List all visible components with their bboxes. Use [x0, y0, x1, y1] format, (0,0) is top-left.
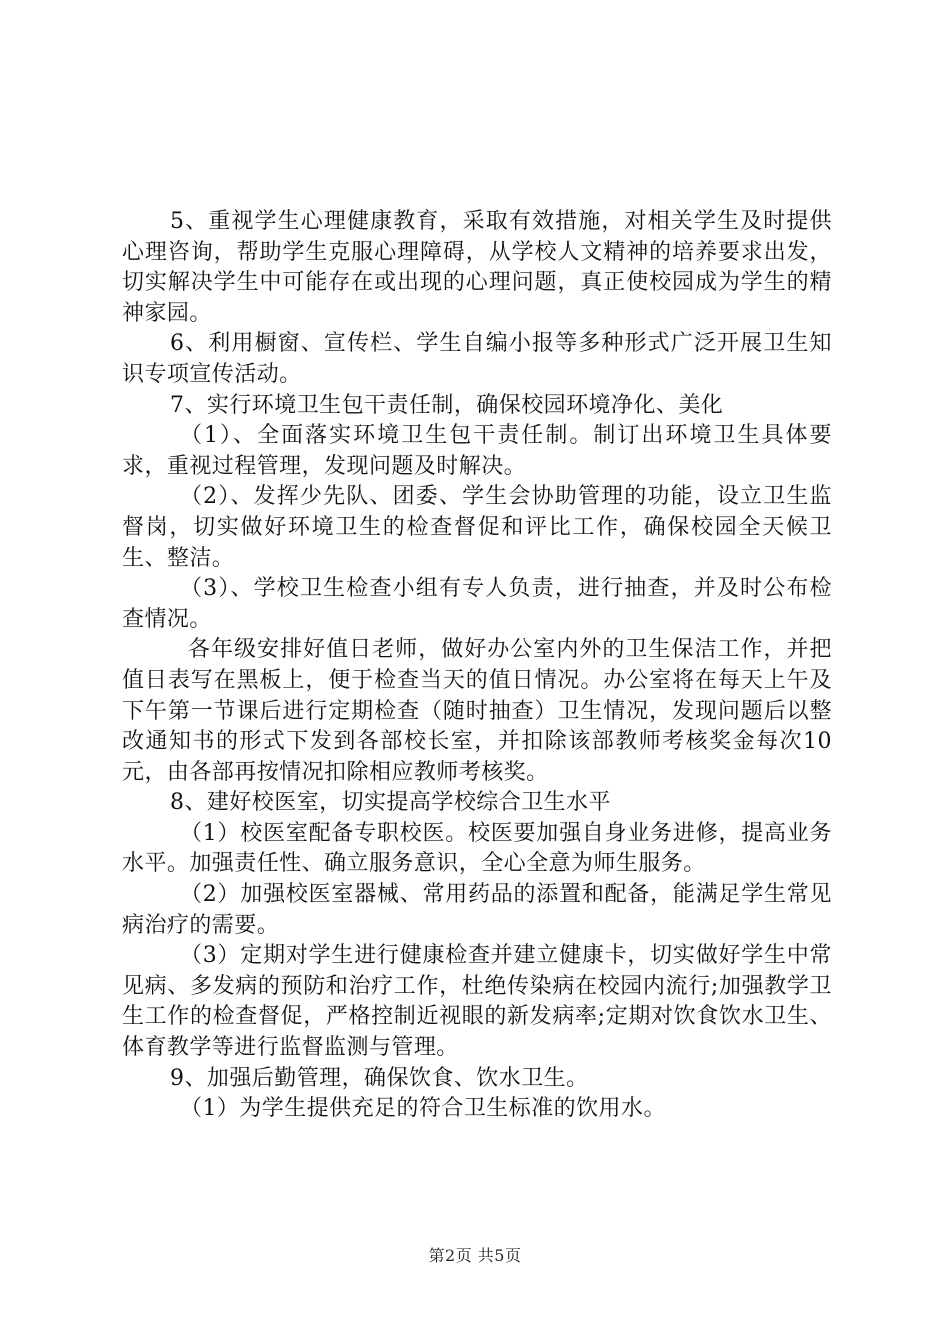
paragraph-item-9-1: （1）为学生提供充足的符合卫生标准的饮用水。	[180, 1096, 666, 1122]
paragraph-item-7-1: （1）、全面落实环境卫生包干责任制。制订出环境卫生具体要求，重视过程管理，发现问题及时解决。	[122, 423, 832, 479]
paragraph-item-6: 6、利用橱窗、宣传栏、学生自编小报等多种形式广泛开展卫生知识专项宣传活动。	[122, 331, 832, 387]
page-number-footer: 第2页 共5页	[428, 1246, 522, 1265]
paragraph-item-8: 8、建好校医室，切实提高学校综合卫生水平	[170, 790, 611, 816]
paragraph-item-7: 7、实行环境卫生包干责任制，确保校园环境净化、美化	[170, 392, 724, 418]
paragraph-item-5: 5、重视学生心理健康教育，采取有效措施，对相关学生及时提供心理咨询，帮助学生克服心理障碍，从学校人文精神的培养要求出发，切实解决学生中可能存在或出现的心理问题，真正使校园成为学生的精神家园。	[122, 209, 832, 326]
paragraph-item-7-3: （3）、学校卫生检查小组有专人负责，进行抽查，并及时公布检查情况。	[122, 576, 832, 632]
document-body	[122, 207, 832, 1125]
paragraph-item-9: 9、加强后勤管理，确保饮食、饮水卫生。	[170, 1065, 589, 1091]
paragraph-item-8-1: （1）校医室配备专职校医。校医要加强自身业务进修，提高业务水平。加强责任性、确立服务意识，全心全意为师生服务。	[122, 820, 832, 877]
paragraph-item-8-2: （2）加强校医室器械、常用药品的添置和配备，能满足学生常见病治疗的需要。	[122, 882, 832, 938]
paragraph-item-7-2: （2）、发挥少先队、团委、学生会协助管理的功能，设立卫生监督岗，切实做好环境卫生的检查督促和评比工作，确保校园全天候卫生、整洁。	[122, 484, 832, 571]
paragraph-duty-arrangement: 各年级安排好值日老师，做好办公室内外的卫生保洁工作，并把值日表写在黑板上，便于检查当天的值日情况。办公室将在每天上午及下午第一节课后进行定期检查（随时抽查）卫生情况，发现问题后以整改通知书的形式下发到各部校长室，并扣除该部教师考核奖金每次10元，由各部再按情况扣除相应教师考核奖。	[122, 637, 832, 785]
paragraph-item-8-3: （3）定期对学生进行健康检查并建立健康卡，切实做好学生中常见病、多发病的预防和治疗工作，杜绝传染病在校园内流行;加强教学卫生工作的检查督促，严格控制近视眼的新发病率;定期对饮食饮水卫生、体育教学等进行监督监测与管理。	[122, 943, 832, 1061]
